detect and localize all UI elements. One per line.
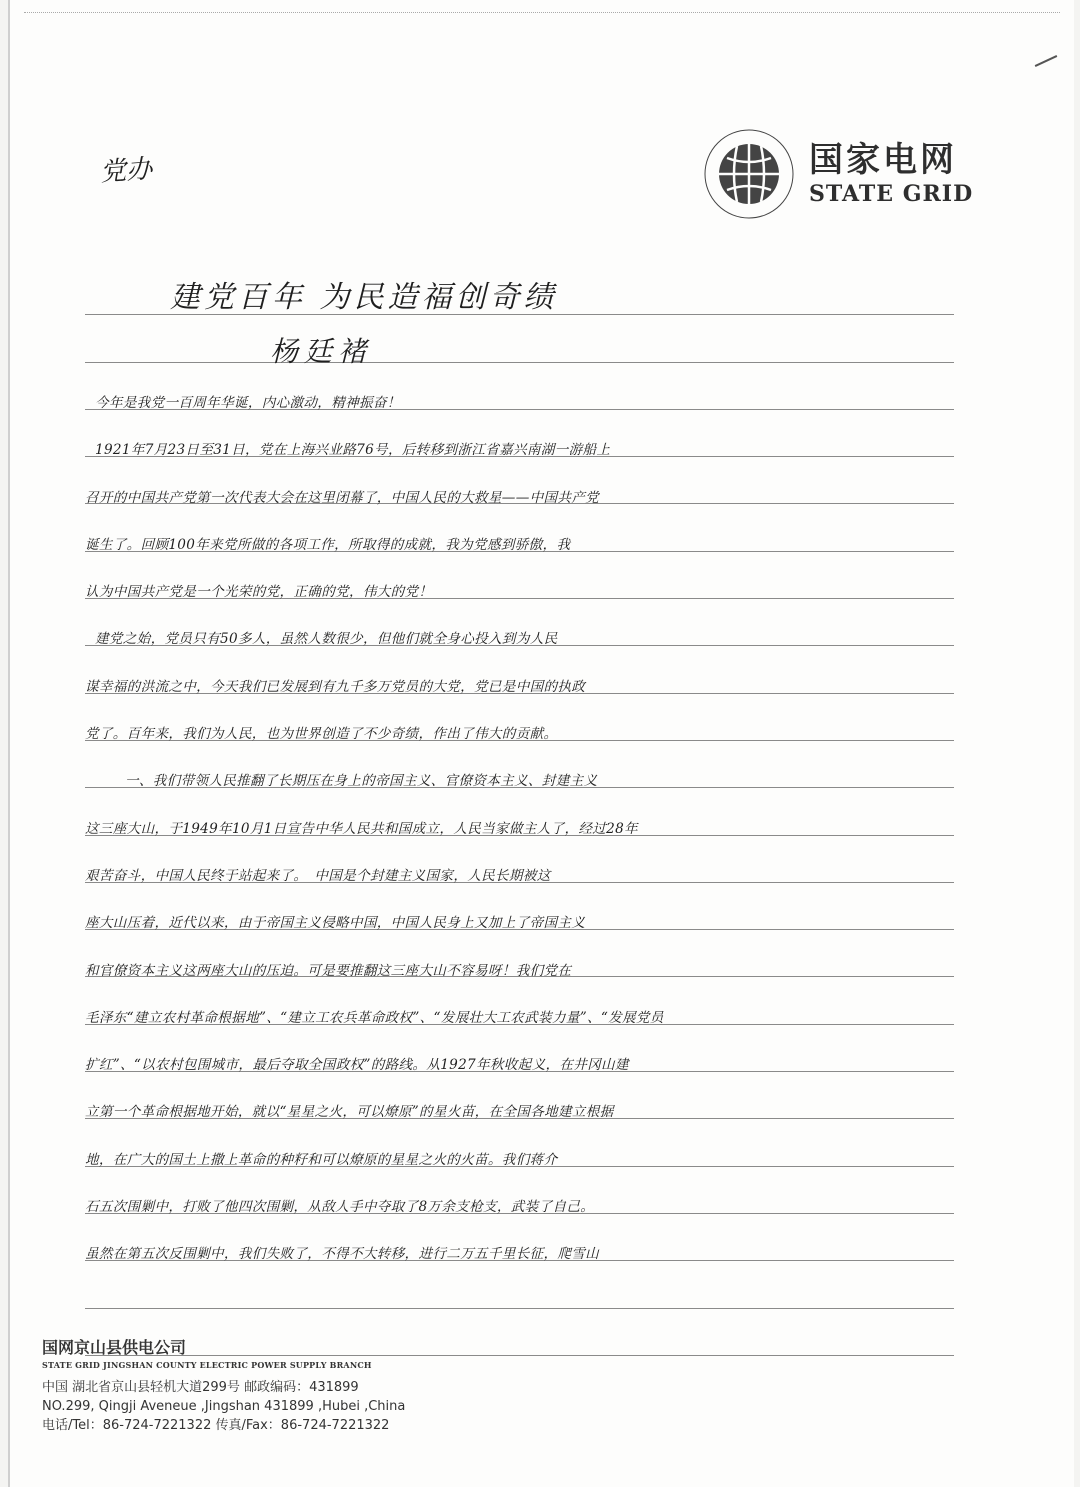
footer-phone: 电话/Tel：86-724-7221322 传真/Fax：86-724-7221322 [42, 1418, 390, 1433]
state-grid-emblem-icon [703, 128, 795, 220]
letter-line: 毛泽东“建立农村革命根据地”、“建立工农兵革命政权”、“发展壮大工农武装力量”、“发展党员 [85, 1009, 664, 1026]
footer-company-en: STATE GRID JINGSHAN COUNTY ELECTRIC POWER SUPPLY BRANCH [42, 1360, 372, 1370]
letter-author: 杨廷褚 [270, 335, 373, 368]
logo-name-cn: 国家电网 [809, 140, 957, 180]
footer-address-en: NO.299, Qingji Aveneue ,Jingshan 431899 ,Hubei ,China [42, 1399, 406, 1414]
letter-line: 一、我们带领人民推翻了长期压在身上的帝国主义、官僚资本主义、封建主义 [125, 773, 598, 790]
letter-line: 今年是我党一百周年华诞，内心激动，精神振奋！ [95, 395, 401, 411]
footer-company-cn: 国网京山县供电公司 [42, 1338, 187, 1357]
letter-body [85, 381, 965, 1280]
letter-line: 座大山压着，近代以来，由于帝国主义侵略中国，中国人民身上又加上了帝国主义 [85, 915, 586, 932]
letter-line: 地，在广大的国土上撒上革命的种籽和可以燎原的星星之火的火苗。我们蒋介 [85, 1151, 558, 1168]
letter-line: 艰苦奋斗，中国人民终于站起来了。 中国是个封建主义国家，人民长期被这 [85, 867, 551, 884]
logo-name-en: STATE GRID [809, 181, 974, 207]
corner-note: 党办 [99, 154, 154, 188]
letter-line: 诞生了。回顾100年来党所做的各项工作，所取得的成就，我为党感到骄傲，我 [85, 536, 571, 553]
letter-line: 立第一个革命根据地开始，就以“星星之火，可以燎原”的星火苗，在全国各地建立根据 [85, 1104, 614, 1121]
margin-mark [1035, 55, 1058, 67]
top-edge-perforation [24, 0, 1060, 13]
letter-line: 建党之始，党员只有50多人，虽然人数很少，但他们就全身心投入到为人民 [95, 631, 558, 648]
letter-line: 和官僚资本主义这两座大山的压迫。可是要推翻这三座大山不容易呀！我们党在 [85, 962, 572, 979]
letter-line: 党了。百年来，我们为人民，也为世界创造了不少奇绩，作出了伟大的贡献。 [85, 726, 558, 743]
letter-line: 1921年7月23日至31日，党在上海兴业路76号，后转移到浙江省嘉兴南湖一游船上 [95, 442, 611, 459]
letter-title: 建党百年 为民造福创奇绩 [170, 280, 558, 315]
letter-line: 这三座大山，于1949年10月1日宣告中华人民共和国成立，人民当家做主人了，经过28年 [85, 820, 638, 837]
letter-line: 召开的中国共产党第一次代表大会在这里闭幕了，中国人民的大救星——中国共产党 [85, 489, 600, 506]
letter-line: 认为中国共产党是一个光荣的党，正确的党，伟大的党！ [85, 584, 433, 601]
footer-address-cn: 中国 湖北省京山县轻机大道299号 邮政编码：431899 [42, 1380, 359, 1395]
letter-line: 谋幸福的洪流之中，今天我们已发展到有九千多万党员的大党，党已是中国的执政 [85, 678, 586, 695]
letter-line: 石五次围剿中，打败了他四次围剿，从敌人手中夺取了8万余支枪支，武装了自己。 [85, 1199, 595, 1216]
ruled-line [85, 315, 954, 362]
letter-line: 扩红”、“以农村包围城市，最后夺取全国政权”的路线。从1927年秋收起义，在井冈山建 [85, 1057, 629, 1074]
letter-line: 虽然在第五次反围剿中，我们失败了，不得不大转移，进行二万五千里长征，爬雪山 [85, 1246, 600, 1263]
letterhead-footer [42, 1338, 405, 1435]
state-grid-logo [703, 128, 973, 220]
letter-page [8, 0, 1074, 1487]
